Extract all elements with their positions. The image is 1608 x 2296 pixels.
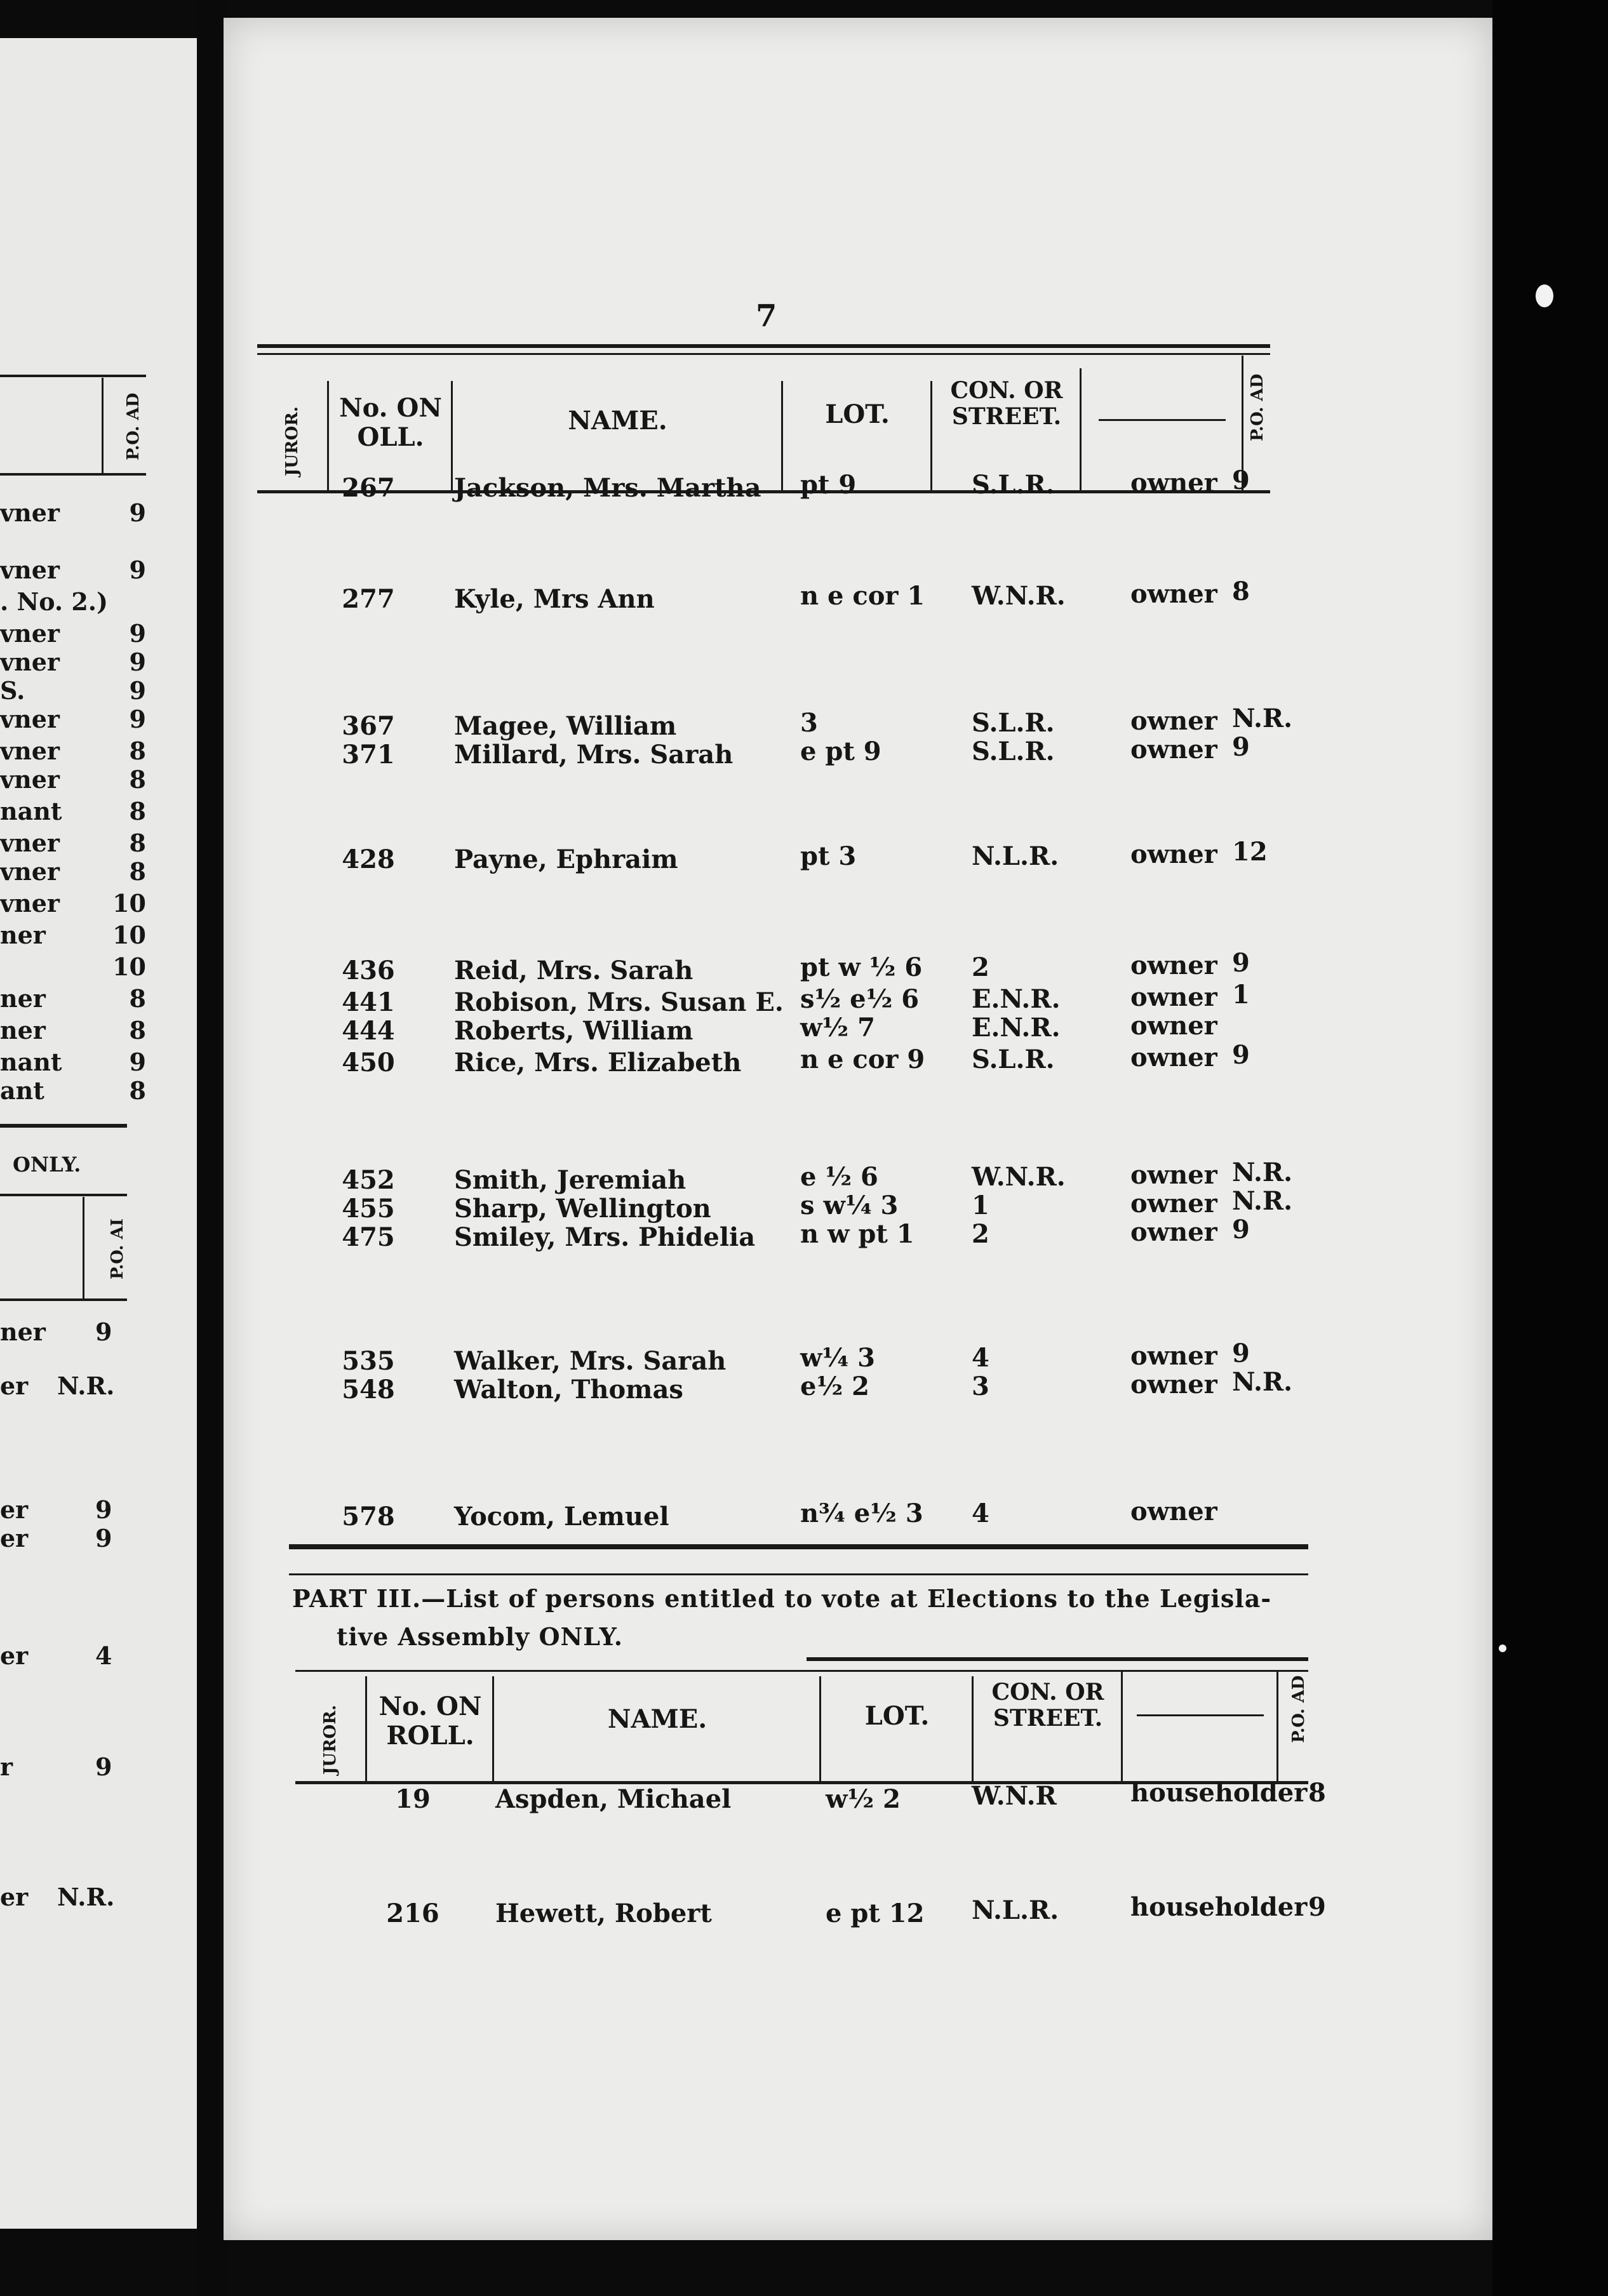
left-header-rule-bottom xyxy=(0,473,146,476)
left-entry-text: vner xyxy=(0,737,60,765)
voter-name: Sharp, Wellington xyxy=(454,1194,711,1224)
voter-name: Roberts, William xyxy=(454,1016,693,1046)
status-value: owner xyxy=(1130,468,1217,498)
status-value: owner xyxy=(1130,1341,1217,1371)
voter-name: Walton, Thomas xyxy=(454,1375,683,1405)
roll-number: 371 xyxy=(342,740,395,770)
voter-name: Reid, Mrs. Sarah xyxy=(454,956,693,985)
left-entry-value: 9 xyxy=(129,556,146,584)
left-entry-text: nant xyxy=(0,1048,62,1076)
roll-number: 475 xyxy=(342,1222,395,1252)
roll-number: 452 xyxy=(342,1165,395,1195)
roll-number: 436 xyxy=(342,956,395,985)
con-street-value: W.N.R. xyxy=(972,1162,1066,1192)
left-entry-value: 9 xyxy=(129,676,146,705)
po-value: 9 xyxy=(1232,948,1250,978)
voter-name: Smiley, Mrs. Phidelia xyxy=(454,1222,756,1252)
con-street-value: S.L.R. xyxy=(972,1045,1055,1074)
left-entry-value: 10 xyxy=(112,889,146,918)
status-value: owner xyxy=(1130,951,1217,980)
roll-number: 216 xyxy=(386,1899,439,1928)
con-street-value: 1 xyxy=(972,1191,989,1220)
voter-name: Rice, Mrs. Elizabeth xyxy=(454,1048,742,1078)
con-street-value: W.N.R. xyxy=(972,581,1066,611)
lot-value: w½ 7 xyxy=(800,1013,875,1043)
po-value: 9 xyxy=(1232,732,1250,762)
dust-speck xyxy=(1536,284,1553,307)
left-entry-text: er xyxy=(0,1641,29,1670)
left-column-rule-2 xyxy=(83,1197,84,1298)
page-number: 7 xyxy=(756,298,777,334)
po-value: N.R. xyxy=(1232,1158,1293,1187)
left-entry-value: N.R. xyxy=(57,1883,115,1911)
con-street-value: W.N.R xyxy=(972,1781,1057,1811)
left-entry-value: 8 xyxy=(129,1016,146,1045)
po-value: 9 xyxy=(1232,1215,1250,1245)
po-ad-header-2: P.O. AD xyxy=(1289,1675,1308,1743)
voter-name: Robison, Mrs. Susan E. xyxy=(454,987,784,1017)
col-rule xyxy=(1080,368,1082,492)
po-value: 8 xyxy=(1308,1778,1326,1808)
left-entry-text: r xyxy=(0,1752,13,1781)
lot-value: e ½ 6 xyxy=(800,1162,878,1192)
col-rule xyxy=(972,1676,974,1784)
status-value: owner xyxy=(1130,706,1217,736)
section-rule-thin xyxy=(289,1573,1308,1575)
status-value: owner xyxy=(1130,735,1217,764)
con-street-value: S.L.R. xyxy=(972,737,1055,766)
po-value: 12 xyxy=(1232,837,1268,867)
left-entry-text: er xyxy=(0,1495,29,1524)
lot-value: pt w ½ 6 xyxy=(800,952,923,982)
lot-header: LOT. xyxy=(825,399,890,429)
juror-header: JUROR. xyxy=(283,406,302,476)
left-entry-text: ner xyxy=(0,984,46,1013)
left-entry-text: vner xyxy=(0,556,60,584)
left-entry-text: er xyxy=(0,1883,29,1911)
left-entry-text: vner xyxy=(0,829,60,857)
left-section-rule xyxy=(0,1124,127,1128)
con-street-value: N.L.R. xyxy=(972,841,1059,871)
table2-top-rule xyxy=(807,1657,1308,1661)
voter-name: Millard, Mrs. Sarah xyxy=(454,740,734,770)
juror-header-2: JUROR. xyxy=(321,1705,340,1775)
lot-value: w¼ 3 xyxy=(800,1343,875,1373)
lot-value: e pt 12 xyxy=(826,1899,925,1928)
left-entry-value: 8 xyxy=(129,829,146,857)
po-value: N.R. xyxy=(1232,704,1293,733)
left-entry-value: 4 xyxy=(95,1641,112,1670)
left-entry-text: vner xyxy=(0,619,60,648)
con-street-value: 4 xyxy=(972,1343,989,1373)
con-street-value: S.L.R. xyxy=(972,708,1055,738)
roll-number: 455 xyxy=(342,1194,395,1224)
part3-heading-line1: PART III.—List of persons entitled to vote at Elections to the Legisla- xyxy=(292,1584,1272,1613)
status-value: owner xyxy=(1130,1497,1217,1526)
roll-number: 267 xyxy=(342,473,395,503)
status-value: owner xyxy=(1130,1011,1217,1041)
voter-name: Smith, Jeremiah xyxy=(454,1165,687,1195)
roll-number: 367 xyxy=(342,711,395,741)
voter-name: Walker, Mrs. Sarah xyxy=(454,1346,727,1376)
po-ad-header: P.O. AD xyxy=(1248,373,1267,441)
left-entry-text: vner xyxy=(0,705,60,733)
left-entry-text: ant xyxy=(0,1076,44,1105)
left-entry-value: 8 xyxy=(129,984,146,1013)
left-entry-value: 9 xyxy=(129,648,146,676)
left-column-rule xyxy=(102,378,104,473)
status-value: owner xyxy=(1130,1217,1217,1247)
con-street-header: CON. OR STREET. xyxy=(950,377,1063,431)
left-entry-text: S. xyxy=(0,676,25,705)
left-entry-value: 8 xyxy=(129,737,146,765)
left-entry-value: 9 xyxy=(95,1524,112,1552)
left-entry-value: 9 xyxy=(95,1495,112,1524)
po-value: 8 xyxy=(1232,577,1250,606)
lot-value: n e cor 9 xyxy=(800,1045,925,1074)
left-entry-value: 9 xyxy=(129,705,146,733)
voter-name: Hewett, Robert xyxy=(495,1899,712,1928)
roll-number: 441 xyxy=(342,987,395,1017)
left-entry-value: N.R. xyxy=(57,1372,115,1400)
left-entry-text: er xyxy=(0,1524,29,1552)
con-street-value: S.L.R. xyxy=(972,470,1055,500)
voter-name: Aspden, Michael xyxy=(495,1784,732,1814)
left-entry-text: ner xyxy=(0,1318,46,1346)
left-entry-text: ner xyxy=(0,921,46,949)
lot-value: n¾ e½ 3 xyxy=(800,1498,923,1528)
voter-name: Kyle, Mrs Ann xyxy=(454,584,655,614)
left-entry-value: 8 xyxy=(129,1076,146,1105)
po-value: N.R. xyxy=(1232,1367,1293,1397)
po-value: 9 xyxy=(1232,1338,1250,1368)
voter-name: Payne, Ephraim xyxy=(454,844,678,874)
name-header-2: NAME. xyxy=(607,1704,707,1734)
left-po-header-2: P.O. AI xyxy=(108,1218,127,1279)
con-street-value: N.L.R. xyxy=(972,1895,1059,1925)
col-rule xyxy=(327,381,329,492)
lot-value: s w¼ 3 xyxy=(800,1191,899,1220)
left-entry-text: vner xyxy=(0,889,60,918)
col-rule xyxy=(492,1676,494,1784)
roll-number: 450 xyxy=(342,1048,395,1078)
status-value: owner xyxy=(1130,839,1217,869)
status-header-dash-2 xyxy=(1137,1714,1264,1716)
left-header-rule-2 xyxy=(0,1194,127,1196)
col-rule xyxy=(365,1676,367,1784)
part3-heading-line2: tive Assembly ONLY. xyxy=(337,1622,624,1651)
dark-margin xyxy=(1492,0,1608,2296)
lot-header-2: LOT. xyxy=(864,1701,930,1731)
roll-number: 535 xyxy=(342,1346,395,1376)
po-value: 9 xyxy=(1232,465,1250,495)
roll-number: 444 xyxy=(342,1016,395,1046)
lot-value: n w pt 1 xyxy=(800,1219,915,1249)
lot-value: e pt 9 xyxy=(800,737,881,766)
left-entry-value: 10 xyxy=(112,952,146,981)
con-street-value: 2 xyxy=(972,952,989,982)
con-street-value: 2 xyxy=(972,1219,989,1249)
status-value: owner xyxy=(1130,579,1217,609)
roll-number: 578 xyxy=(342,1502,395,1532)
col-rule xyxy=(1276,1670,1278,1784)
col-rule xyxy=(1121,1670,1123,1784)
left-entry-value: 9 xyxy=(95,1318,112,1346)
con-street-value: E.N.R. xyxy=(972,1013,1061,1043)
con-street-value: E.N.R. xyxy=(972,984,1061,1014)
po-value: 9 xyxy=(1232,1040,1250,1070)
voter-name: Magee, William xyxy=(454,711,677,741)
left-only-label: ONLY. xyxy=(13,1152,81,1177)
po-value: 1 xyxy=(1232,980,1250,1010)
section-rule xyxy=(289,1544,1308,1549)
roll-number: 19 xyxy=(395,1784,431,1814)
status-value: householder xyxy=(1130,1778,1308,1808)
status-header-dash xyxy=(1099,419,1226,421)
left-entry-text: vner xyxy=(0,498,60,527)
lot-value: n e cor 1 xyxy=(800,581,925,611)
status-value: owner xyxy=(1130,982,1217,1012)
left-entry-text: er xyxy=(0,1372,29,1400)
left-entry-text: vner xyxy=(0,765,60,794)
roll-number: 548 xyxy=(342,1375,395,1405)
left-entry-text: ner xyxy=(0,1016,46,1045)
con-street-value: 3 xyxy=(972,1372,989,1401)
roll-number: 428 xyxy=(342,844,395,874)
lot-value: 3 xyxy=(800,708,818,738)
left-entry-value: 9 xyxy=(129,498,146,527)
voter-name: Jackson, Mrs. Martha xyxy=(454,473,761,503)
table2-top-rule-2 xyxy=(295,1670,1308,1672)
con-street-value: 4 xyxy=(972,1498,989,1528)
name-header: NAME. xyxy=(568,406,667,436)
table1-top-rule xyxy=(257,344,1270,348)
no-on-roll-header: No. ON OLL. xyxy=(339,393,442,452)
status-value: owner xyxy=(1130,1160,1217,1190)
left-entry-value: 8 xyxy=(129,857,146,886)
left-entry-value: 10 xyxy=(112,921,146,949)
lot-value: pt 9 xyxy=(800,470,857,500)
left-entry-text: vner xyxy=(0,648,60,676)
table1-top-rule-2 xyxy=(257,353,1270,355)
left-entry-value: 8 xyxy=(129,765,146,794)
status-value: owner xyxy=(1130,1370,1217,1399)
left-entry-text: nant xyxy=(0,797,62,825)
left-entry-value: 8 xyxy=(129,797,146,825)
left-po-header: P.O. AD xyxy=(124,392,143,460)
lot-value: pt 3 xyxy=(800,841,857,871)
left-entry-value: 9 xyxy=(95,1752,112,1781)
lot-value: w½ 2 xyxy=(826,1784,901,1814)
status-value: owner xyxy=(1130,1189,1217,1218)
left-entry-text: . No. 2.) xyxy=(0,587,108,616)
lot-value: e½ 2 xyxy=(800,1372,869,1401)
status-value: owner xyxy=(1130,1043,1217,1072)
left-entry-text: vner xyxy=(0,857,60,886)
col-rule xyxy=(451,381,453,492)
table1-header-bottom-rule xyxy=(257,490,1270,493)
col-rule xyxy=(819,1676,821,1784)
left-entry-value: 9 xyxy=(129,1048,146,1076)
status-value: householder xyxy=(1130,1892,1308,1922)
con-street-header-2: CON. OR STREET. xyxy=(991,1679,1104,1732)
voter-name: Yocom, Lemuel xyxy=(454,1502,669,1532)
po-value: N.R. xyxy=(1232,1186,1293,1216)
po-value: 9 xyxy=(1308,1892,1326,1922)
left-header-rule-2-bottom xyxy=(0,1298,127,1301)
col-rule xyxy=(930,381,932,492)
no-on-roll-header-2: No. ON ROLL. xyxy=(379,1692,482,1751)
col-rule xyxy=(781,381,783,492)
left-header-rule xyxy=(0,375,146,377)
lot-value: s½ e½ 6 xyxy=(800,984,920,1014)
left-entry-value: 9 xyxy=(129,619,146,648)
dust-speck xyxy=(1499,1645,1506,1652)
roll-number: 277 xyxy=(342,584,395,614)
